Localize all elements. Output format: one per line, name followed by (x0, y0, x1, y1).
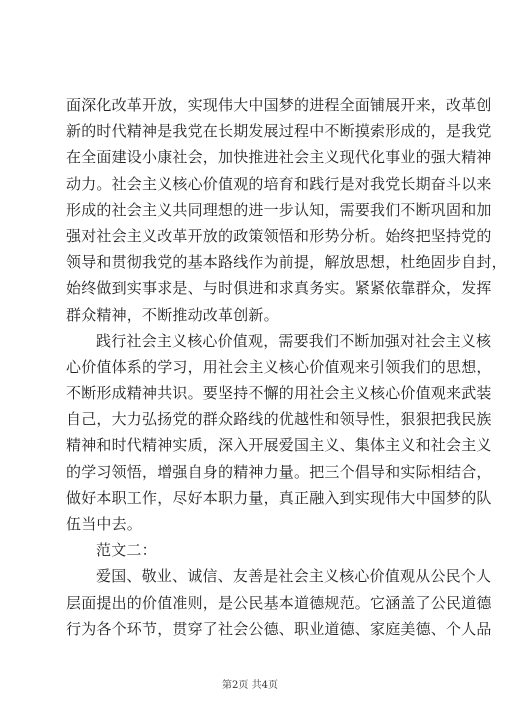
text-line: 在全面建设小康社会，加快推进社会主义现代化事业的强大精神 (66, 148, 492, 167)
text-line: 强对社会主义改革开放的政策领悟和形势分析。始终把坚持党的 (66, 226, 492, 245)
text-line: 领导和贯彻我党的基本路线作为前提，解放思想，杜绝固步自封， (66, 253, 507, 272)
section-heading: 范文二： (96, 541, 157, 560)
page-number-footer: 第2页 共4页 (222, 680, 278, 691)
text-line: 做好本职工作，尽好本职力量，真正融入到实现伟大中国梦的队 (66, 488, 492, 507)
text-line: 伍当中去。 (66, 515, 143, 533)
paragraph-first-line: 践行社会主义核心价值观，需要我们不断加强对社会主义核 (96, 331, 492, 350)
text-line: 形成的社会主义共同理想的进一步认知，需要我们不断巩固和加 (66, 200, 492, 219)
text-line: 新的时代精神是我党在长期发展过程中不断摸索形成的，是我党 (66, 122, 492, 141)
text-line: 精神和时代精神实质，深入开展爱国主义、集体主义和社会主义 (66, 436, 492, 455)
text-line: 面深化改革开放，实现伟大中国梦的进程全面铺展开来，改革创 (66, 96, 492, 114)
document-body (66, 92, 507, 642)
text-line: 心价值体系的学习，用社会主义核心价值观来引领我们的思想， (66, 357, 492, 376)
text-line: 动力。社会主义核心价值观的培育和践行是对我党长期奋斗以来 (66, 174, 492, 193)
text-line: 始终做到实事求是、与时俱进和求真务实。紧紧依靠群众，发挥 (66, 279, 492, 298)
text-line: 层面提出的价值准则，是公民基本道德规范。它涵盖了公民道德 (66, 593, 492, 612)
text-line: 行为各个环节，贯穿了社会公德、职业道德、家庭美德、个人品 (66, 619, 492, 638)
text-line: 自己，大力弘扬党的群众路线的优越性和领导性，狠狠把我民族 (66, 410, 492, 429)
text-line: 不断形成精神共识。要坚持不懈的用社会主义核心价值观来武装 (66, 384, 492, 403)
paragraph-first-line: 爱国、敬业、诚信、友善是社会主义核心价值观从公民个人 (96, 567, 492, 586)
text-line: 群众精神，不断推动改革创新。 (66, 305, 279, 324)
text-line: 的学习领悟，增强自身的精神力量。把三个倡导和实际相结合， (66, 462, 492, 481)
